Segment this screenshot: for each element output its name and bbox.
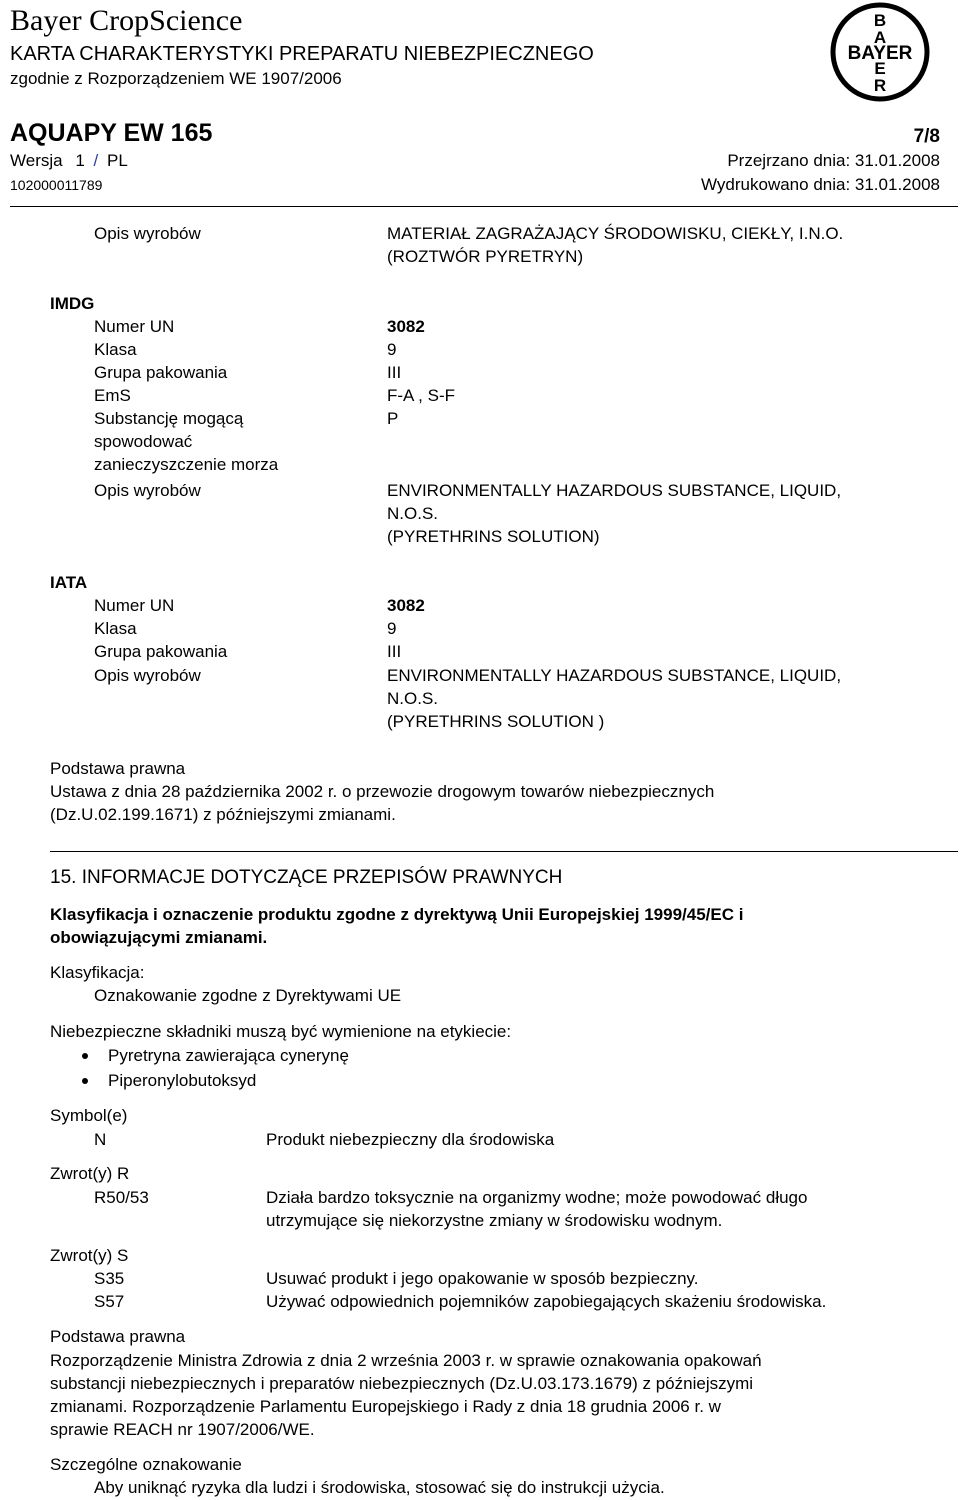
legal-basis-label: Podstawa prawna: [50, 1327, 186, 1346]
version-label: Wersja: [10, 151, 63, 170]
logo-letter: A: [873, 28, 887, 47]
s-phrase-text: Usuwać produkt i jego opakowanie w sposób bezpieczny.: [266, 1269, 699, 1288]
version-language: PL: [107, 151, 128, 170]
transport-legal-line2: (Dz.U.02.199.1671) z późniejszymi zmianami.: [50, 805, 396, 824]
s-phrase-text: Używać odpowiednich pojemników zapobiegających skażeniu środowiska.: [266, 1292, 827, 1311]
logo-letter: E: [874, 59, 886, 78]
regulation-note: zgodnie z Rozporządzeniem WE 1907/2006: [10, 69, 342, 88]
imdg-group-label: Grupa pakowania: [94, 363, 228, 382]
imdg-un-label: Numer UN: [94, 317, 175, 336]
iata-un-value: 3082: [387, 596, 425, 615]
iata-desc-line2: N.O.S.: [387, 689, 439, 708]
adr-desc-label: Opis wyrobów: [94, 224, 201, 243]
iata-class-value: 9: [387, 619, 397, 638]
imdg-marine-value: P: [387, 409, 399, 428]
r-phrase-code: R50/53: [94, 1188, 149, 1207]
iata-un-label: Numer UN: [94, 596, 175, 615]
logo-horizontal: BAYER: [847, 43, 913, 64]
iata-desc-label: Opis wyrobów: [94, 666, 201, 685]
imdg-desc-line1: ENVIRONMENTALLY HAZARDOUS SUBSTANCE, LIQUID,: [387, 481, 842, 500]
legal-basis-line4: sprawie REACH nr 1907/2006/WE.: [50, 1420, 315, 1439]
hazardous-component: Pyretryna zawierająca cynerynę: [108, 1046, 349, 1065]
r-phrase-text-line2: utrzymujące się niekorzystne zmiany w środowisku wodnym.: [266, 1211, 723, 1230]
imdg-group-value: III: [387, 363, 402, 382]
imdg-ems-label: EmS: [94, 386, 131, 405]
imdg-marine-label-2: spowodować: [94, 432, 193, 451]
s-phrases-label: Zwrot(y) S: [50, 1246, 129, 1265]
s-phrase-code: S57: [94, 1292, 125, 1311]
symbol-label: Symbol(e): [50, 1106, 128, 1125]
legal-basis-line2: substancji niebezpiecznych i preparatów niebezpiecznych (Dz.U.03.173.1679) z późniejszymi: [50, 1374, 754, 1393]
product-name: AQUAPY EW 165: [10, 119, 213, 147]
hazardous-components-label: Niebezpieczne składniki muszą być wymienione na etykiecie:: [50, 1022, 512, 1041]
imdg-desc-label: Opis wyrobów: [94, 481, 201, 500]
bayer-logo: [830, 2, 930, 102]
iata-heading: IATA: [50, 573, 88, 592]
imdg-desc-line3: (PYRETHRINS SOLUTION): [387, 527, 600, 546]
reviewed-date: Przejrzano dnia: 31.01.2008: [727, 151, 940, 170]
version-number: 1: [75, 151, 85, 170]
adr-desc-line2: (ROZTWÓR PYRETRYN): [387, 247, 584, 266]
classification-label: Klasyfikacja:: [50, 963, 145, 982]
symbol-text: Produkt niebezpieczny dla środowiska: [266, 1130, 555, 1149]
iata-group-label: Grupa pakowania: [94, 642, 228, 661]
symbol-code: N: [94, 1130, 107, 1149]
classification-value: Oznakowanie zgodne z Dyrektywami UE: [94, 986, 402, 1005]
logo-letter: B: [873, 11, 887, 30]
imdg-marine-label-3: zanieczyszczenie morza: [94, 455, 279, 474]
company-name: Bayer CropScience: [10, 4, 243, 37]
imdg-class-label: Klasa: [94, 340, 137, 359]
legal-basis-line1: Rozporządzenie Ministra Zdrowia z dnia 2 września 2003 r. w sprawie oznakowania opakowań: [50, 1351, 762, 1370]
special-labelling-text: Aby uniknąć ryzyka dla ludzi i środowiska, stosować się do instrukcji użycia.: [94, 1478, 665, 1497]
iata-desc-line3: (PYRETHRINS SOLUTION ): [387, 712, 605, 731]
imdg-marine-label-1: Substancję mogącą: [94, 409, 244, 428]
version-separator: /: [93, 151, 99, 170]
page-number: 7/8: [913, 126, 940, 147]
printed-date: Wydrukowano dnia: 31.01.2008: [701, 175, 940, 194]
document-title: KARTA CHARAKTERYSTYKI PREPARATU NIEBEZPIECZNEGO: [10, 43, 594, 65]
special-labelling-label: Szczególne oznakowanie: [50, 1455, 242, 1474]
r-phrases-label: Zwrot(y) R: [50, 1164, 130, 1183]
hazardous-component: Piperonylobutoksyd: [108, 1071, 257, 1090]
iata-class-label: Klasa: [94, 619, 137, 638]
transport-legal-line1: Ustawa z dnia 28 października 2002 r. o przewozie drogowym towarów niebezpiecznych: [50, 782, 715, 801]
section-15-subtitle-line2: obowiązującymi zmianami.: [50, 928, 268, 947]
imdg-un-value: 3082: [387, 317, 425, 336]
imdg-heading: IMDG: [50, 294, 95, 313]
section-divider: [50, 851, 958, 852]
bullet-icon: [82, 1078, 88, 1084]
r-phrase-text-line1: Działa bardzo toksycznie na organizmy wodne; może powodować długo: [266, 1188, 808, 1207]
iata-group-value: III: [387, 642, 402, 661]
section-15-title: 15. INFORMACJE DOTYCZĄCE PRZEPISÓW PRAWNYCH: [50, 867, 563, 888]
bullet-icon: [82, 1053, 88, 1059]
imdg-ems-value: F-A , S-F: [387, 386, 455, 405]
section-15-subtitle-line1: Klasyfikacja i oznaczenie produktu zgodne z dyrektywą Unii Europejskiej 1999/45/EC i: [50, 905, 744, 924]
imdg-desc-line2: N.O.S.: [387, 504, 439, 523]
transport-legal-label: Podstawa prawna: [50, 759, 186, 778]
s-phrase-code: S35: [94, 1269, 125, 1288]
adr-desc-line1: MATERIAŁ ZAGRAŻAJĄCY ŚRODOWISKU, CIEKŁY, I.N.O.: [387, 224, 844, 243]
version-info: [10, 150, 128, 172]
legal-basis-line3: zmianami. Rozporządzenie Parlamentu Europejskiego i Rady z dnia 18 grudnia 2006 r. w: [50, 1397, 721, 1416]
header-divider: [10, 206, 958, 207]
iata-desc-line1: ENVIRONMENTALLY HAZARDOUS SUBSTANCE, LIQUID,: [387, 666, 842, 685]
logo-letter: R: [873, 76, 887, 95]
document-code: 102000011789: [10, 177, 103, 193]
imdg-class-value: 9: [387, 340, 397, 359]
